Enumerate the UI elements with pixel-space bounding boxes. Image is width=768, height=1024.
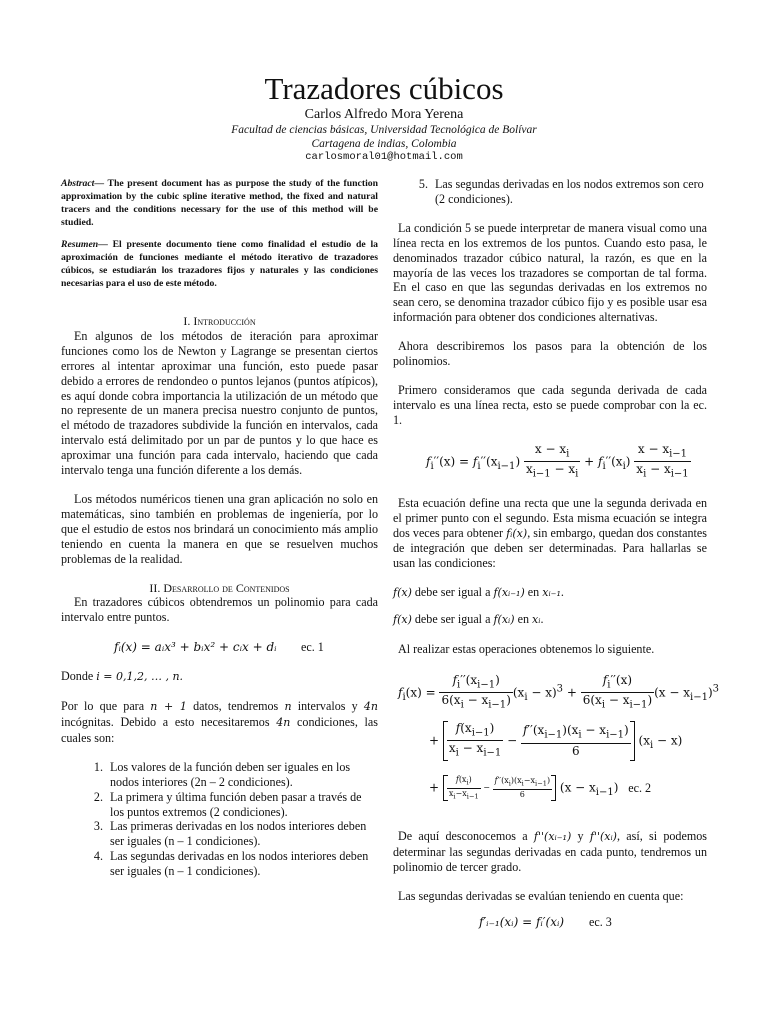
equation-2-label: ec. 2	[628, 780, 652, 795]
abstract-text: — The present document has as purpose the study of the function approximation by the cubic spline iterative method, the fixed and natural tracers and the conditions necessary for the use of this method will be studied.	[61, 178, 378, 228]
equation-2-block	[393, 657, 720, 815]
content-paragraph-7: Al realizar estas operaciones obtenemos lo siguiente.	[398, 642, 655, 657]
section-number: II.	[149, 580, 164, 595]
text-run: debe ser igual a	[411, 585, 494, 600]
math-run: f''(xᵢ)	[589, 829, 617, 843]
fraction: $\frac{x - x_i}{x_{i-1} - x_i}$	[525, 441, 579, 480]
list-item: 3. Las primeras derivadas en los nodos interiores deben ser iguales (n – 1 condiciones).	[106, 819, 378, 849]
abstract-label: Abstract	[61, 178, 95, 189]
content-paragraph-9: Las segundas derivadas se evalúan teniendo en cuenta que:	[398, 888, 684, 903]
left-column	[61, 177, 378, 879]
text-run: De aquí desconocemos a	[398, 828, 534, 843]
equation-1-label: ec. 1	[301, 640, 324, 655]
donde-line	[61, 669, 378, 685]
text-run: , sin embargo, quedan dos constantes de integración que deben ser determinadas. Para hallarlas se usan las condiciones:	[393, 525, 707, 571]
section-title: Desarrollo de Contenidos	[163, 580, 290, 595]
resumen	[61, 238, 378, 290]
content-paragraph-1: En trazadores cúbicos obtendremos un polinomio para cada intervalo entre puntos.	[61, 595, 378, 625]
resumen-text: — El presente documento tiene como finalidad el estudio de la aproximación de funciones mediante el método iterativo de trazadores cúbicos, se estudiarán los trazadores fijos y naturales y las condiciones necesarias para el uso de este método.	[61, 239, 378, 289]
content-paragraph-6	[393, 496, 707, 572]
text-run: .	[540, 612, 544, 627]
second-derivative-equation	[393, 428, 707, 496]
math-run: fᵢ(x)	[506, 526, 528, 540]
equation-1: fᵢ(x) = aᵢx³ + bᵢx² + cᵢx + dᵢ	[114, 640, 277, 655]
text-run: y	[571, 828, 590, 843]
math-run: 4n	[276, 716, 291, 730]
math-run: f(x)	[393, 613, 412, 627]
math-run: f''(xᵢ₋₁)	[533, 829, 572, 843]
content-paragraph-3: La condición 5 se puede interpretar de manera visual como una línea recta en los extremos de los puntos. Cuando esto pasa, le denominados trazador cúbico natural, la razón, es que en la mayoría de las veces los trazadores se comportan de tal forma. En el caso en que las segundas derivadas en los extremos no sean cero, se denomina trazador cúbico fijo y es posible usar esa información para obtener dos condiciones alternativas.	[393, 220, 707, 325]
text-run: intervalos y	[291, 699, 364, 714]
equation-2-line-2: + $\frac{f(x_{i-1})}{x_i - x_{i-1}}$ − $\frac{f''(x_{i-1})(x_i - x_{i-1})}{6}$ $(x_i - x)$	[429, 720, 683, 759]
author-email: carlosmoral01@hotmail.com	[305, 151, 463, 163]
intro-paragraph-2: Los métodos numéricos tienen una gran aplicación no solo en matemáticas, sino también en problemas de ingeniería, por lo que el estudio de estos nos brindará un conocimiento más amplio teniendo en cuenta la manera en que se resuelven muchos problemas de la realidad.	[61, 491, 378, 566]
content-paragraph-2	[61, 699, 378, 746]
author-name: Carlos Alfredo Mora Yerena	[304, 107, 464, 122]
right-column	[393, 177, 720, 938]
equation-3-label: ec. 3	[589, 914, 612, 929]
intro-paragraph-1: En algunos de los métodos de iteración para aproximar funciones como los de Newton y Lagrange se presentan ciertos errores al intentar aproximar una función, esto puede pasar debido a errores de rendondeo o puntos lejanos (puntos atípicos), es aquí donde cobra importancia la utilización de un método que no represente de un manera precisa nuestro conjunto de puntos, el método de trazadores subdivide la función en intervalos, cada intervalo está delimitado por un par de puntos y lo que hace es aproximar una función para cada intervalo, haciendo que cada intervalo tenga una función diferente a los demás.	[61, 328, 378, 478]
fraction: $\frac{f_i''(x)}{6(x_i - x_{i-1})}$	[582, 672, 653, 711]
list-item: 2. La primera y última función deben pasar a través de los puntos extremos (2 condiciones).	[106, 790, 378, 820]
text-run: , así, si podemos determinar las segundas derivadas en cada punto, tendremos un polinomio de tercer grado.	[393, 828, 707, 874]
conditions-list-continued	[393, 177, 707, 207]
text-run: datos, tendremos	[186, 699, 285, 714]
donde-math: i = 0,1,2, … , n.	[96, 670, 184, 684]
condition-line-1	[393, 585, 707, 601]
equation-linear-second-derivative: $f_i''(x) = f_i''(x_{i-1})$ $\frac{x - x_i}{x_{i-1} - x_i}$ + $f_i''(x_i)$ $\frac{x - x_{i-1}}{x_i - x_{i-1}}$	[426, 441, 689, 480]
text-run: condiciones, las cuales son:	[61, 715, 378, 745]
math-run: n	[284, 700, 292, 714]
math-run: xᵢ	[532, 613, 541, 627]
affiliation-line-1: Facultad de ciencias básicas, Universidad Tecnológica de Bolívar	[231, 124, 537, 136]
content-paragraph-8	[393, 829, 707, 875]
math-run: f(xᵢ)	[493, 613, 515, 627]
fraction: $\frac{f_i''(x_{i-1})}{6(x_i - x_{i-1})}$	[441, 672, 511, 711]
text-run: en	[514, 612, 533, 627]
donde-text: Donde	[61, 669, 97, 684]
affiliation-line-2: Cartagena de indias, Colombia	[311, 138, 457, 150]
list-item: 1. Los valores de la función deben ser iguales en los nodos interiores (2n – 2 condiciones).	[106, 760, 378, 790]
section-heading-1	[61, 314, 378, 329]
section-number: I.	[183, 314, 194, 328]
list-item: 5. Las segundas derivadas en los nodos extremos son cero (2 condiciones).	[431, 177, 707, 207]
text-run: .	[560, 585, 564, 600]
math-run: f(x)	[393, 586, 412, 600]
equation-2-line-3: + $\frac{f(x_i)}{x_i-x_{i-1}}$ − $\frac{f''(x_i)(x_i-x_{i-1})}{6}$ $(x - x_{i-1})$ ec. 2	[429, 774, 652, 801]
text-run: en	[524, 585, 543, 600]
content-paragraph-5: Primero consideramos que cada segunda derivada de cada intervalo es una línea recta, esto se puede comprobar con la ec. 1.	[393, 382, 707, 427]
fraction: $\frac{x - x_{i-1}}{x_i - x_{i-1}}$	[636, 441, 689, 480]
list-item: 4. Las segundas derivadas en los nodos interiores deben ser iguales (n – 1 condiciones).	[106, 849, 378, 879]
equation-2-line-1: $f_i(x)$ = $\frac{f_i''(x_{i-1})}{6(x_i - x_{i-1})}$ $(x_i - x)^3$ + $\frac{f_i''(x)}{6(x_i - x_{i-1})}$ $(x - x_{i-1})^3$	[398, 672, 720, 711]
condition-line-2	[393, 612, 707, 628]
paper-title: Trazadores cúbicos	[264, 71, 504, 106]
abstract	[61, 177, 378, 229]
content-paragraph-4: Ahora describiremos los pasos para la obtención de los polinomios.	[393, 339, 707, 369]
text-run: Por lo que para	[61, 699, 151, 714]
section-title: Introducción	[193, 314, 256, 328]
equation-3: f′ᵢ₋₁(xᵢ) = fᵢ′(xᵢ)	[479, 914, 565, 929]
section-heading-2	[61, 581, 378, 596]
equation-3-block	[393, 904, 707, 938]
math-run: 4n	[363, 700, 378, 714]
bracket: $\frac{f(x_i)}{x_i-x_{i-1}}$ − $\frac{f''(x_i)(x_i-x_{i-1})}{6}$	[443, 775, 556, 801]
math-run: n + 1	[150, 700, 187, 714]
text-run: debe ser igual a	[411, 612, 494, 627]
equation-1-block	[61, 625, 378, 669]
bracket: $\frac{f(x_{i-1})}{x_i - x_{i-1}}$ − $\frac{f''(x_{i-1})(x_i - x_{i-1})}{6}$	[443, 721, 635, 761]
math-run: f(xᵢ₋₁)	[493, 586, 525, 600]
conditions-list	[61, 760, 378, 879]
text-run: incógnitas. Debido a esto necesitaremos	[61, 715, 277, 730]
resumen-label: Resumen	[61, 239, 99, 250]
text-run: Esta ecuación define una recta que une la segunda derivada en el primer punto con el segundo. Esta misma ecuación se integra dos veces para obtener	[393, 495, 707, 540]
math-run: xᵢ₋₁	[542, 586, 561, 600]
